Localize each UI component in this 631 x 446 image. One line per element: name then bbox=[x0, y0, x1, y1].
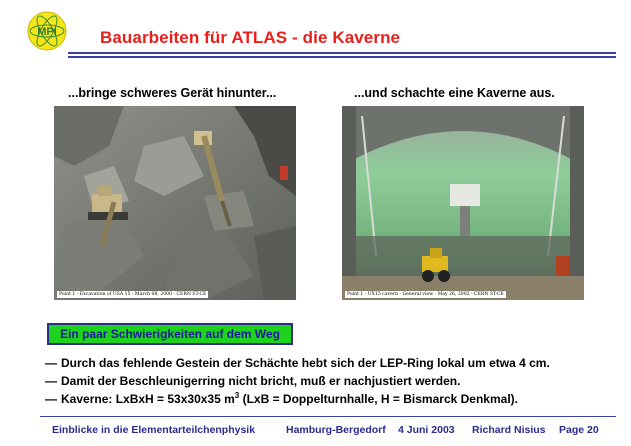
dash-icon: — bbox=[45, 374, 57, 388]
left-photo-caption: ...bringe schweres Gerät hinunter... bbox=[68, 86, 277, 100]
footer-rule bbox=[40, 416, 616, 417]
footer-place: Hamburg-Bergedorf bbox=[286, 424, 386, 436]
bullet-text-continued: (LxB = Doppelturnhalle, H = Bismarck Denkmal). bbox=[239, 392, 518, 406]
bullet-text: Kaverne: LxBxH = 53x30x35 m bbox=[61, 392, 235, 406]
right-photo-label: Point 1 - UX15 cavern - General view - May 26, 2002 - CERN ST-CE bbox=[347, 292, 504, 297]
superscript: 3 bbox=[234, 391, 240, 400]
logo-text: MPI bbox=[37, 26, 57, 38]
bullet-item bbox=[45, 354, 550, 372]
right-photo-caption: ...und schachte eine Kaverne aus. bbox=[354, 86, 555, 100]
footer-course: Einblicke in die Elementarteilchenphysik bbox=[52, 424, 256, 436]
cavern-photo bbox=[342, 106, 584, 300]
mpi-logo bbox=[26, 10, 68, 52]
slide-title: Bauarbeiten für ATLAS - die Kaverne bbox=[100, 28, 401, 47]
footer-author: Richard Nisius bbox=[472, 424, 546, 436]
difficulties-callout: Ein paar Schwierigkeiten auf dem Weg bbox=[47, 323, 293, 345]
bullet-text: Damit der Beschleunigerring nicht bricht, muß er nachjustiert werden. bbox=[61, 374, 461, 388]
title-rule-bottom bbox=[68, 56, 616, 58]
footer-date: 4 Juni 2003 bbox=[398, 424, 455, 436]
atom-logo-icon bbox=[26, 10, 68, 52]
title-rule-top bbox=[68, 52, 616, 54]
bullet-text: Durch das fehlende Gestein der Schächte hebt sich der LEP-Ring lokal um etwa 4 cm. bbox=[61, 356, 550, 370]
left-photo-label: Point 1 - Excavation of USA 15 - March 08, 2000 - CERN ST-CE bbox=[59, 292, 207, 297]
excavation-photo bbox=[54, 106, 296, 300]
footer-page-number: Page 20 bbox=[559, 424, 599, 436]
dash-icon: — bbox=[45, 356, 57, 370]
bullet-item bbox=[45, 390, 550, 408]
bullet-item bbox=[45, 372, 550, 390]
dash-icon: — bbox=[45, 392, 57, 406]
bullet-list bbox=[45, 354, 550, 408]
